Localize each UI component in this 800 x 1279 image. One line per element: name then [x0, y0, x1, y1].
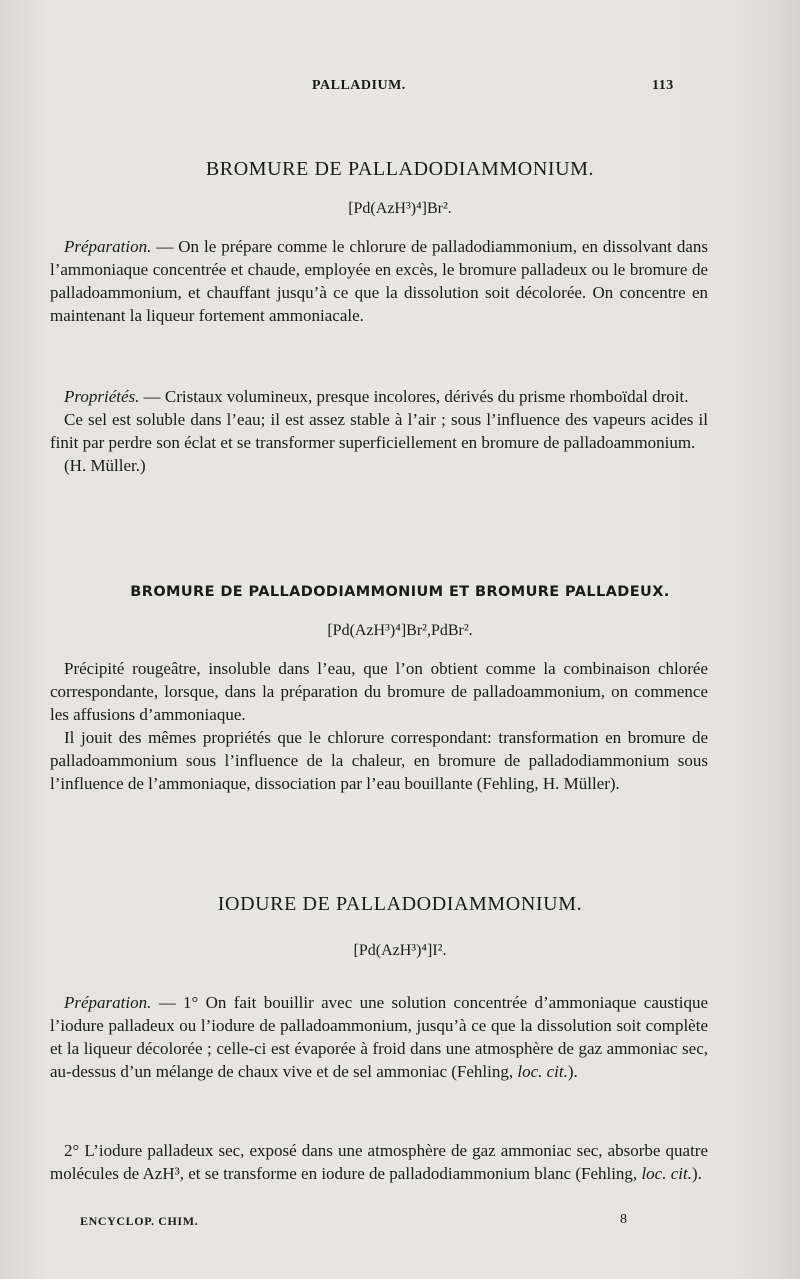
iodure-second-text: 2° L’iodure palladeux sec, exposé dans une atmosphère de gaz ammoniac sec, absorbe quatre molécules de AzH³, et se transforme en iodure de palladodiammonium blanc (Fehling,	[50, 1141, 708, 1183]
section-formula-bromure-palladeux: [Pd(AzH³)⁴]Br²,PdBr².	[327, 622, 473, 639]
section-formula-bromure: [Pd(AzH³)⁴]Br².	[348, 200, 452, 217]
running-header	[0, 78, 800, 100]
properties-paragraph-2: Il jouit des mêmes propriétés que le chlorure correspondant: transformation en bromure de palladoammonium sous l’influence de la chaleur, en bromure de palladodiammonium sous l’influence de l’ammoniaque, dissociation par l’eau bouillante (Fehling, H. Müller).	[50, 727, 708, 793]
properties-paragraph	[50, 386, 708, 409]
solubility-paragraph: Ce sel est soluble dans l’eau; il est assez stable à l’air ; sous l’influence des vapeurs acides il finit par perdre son éclat et se transformer superficiellement en bromure de palladoammonium.	[50, 409, 708, 452]
iodure-preparation-end: ).	[567, 1061, 578, 1081]
running-title: PALLADIUM.	[312, 78, 406, 93]
preparation-label: Préparation.	[64, 237, 152, 256]
signature-left: ENCYCLOP. CHIM.	[80, 1214, 199, 1228]
signature-right: 8	[620, 1212, 628, 1227]
section-title-bromure-palladeux: BROMURE DE PALLADODIAMMONIUM ET BROMURE PALLADEUX.	[130, 584, 670, 600]
section-title-bromure: BROMURE DE PALLADODIAMMONIUM.	[205, 158, 595, 180]
citation: (H. Müller.)	[64, 455, 146, 475]
section-body-bromure-palladeux	[50, 658, 708, 795]
section-body-iodure-2	[50, 1140, 708, 1186]
iodure-preparation-cite: loc. cit.	[517, 1061, 568, 1081]
iodure-preparation-text: — 1° On fait bouillir avec une solution concentrée d’ammoniaque caustique l’iodure palladeux ou l’iodure de palladoammonium, jusqu’à ce que la dissolution soit complète et la liqueur décolorée ; celle-ci est évaporée à froid dans une atmosphère de gaz ammoniac sec, au-dessus d’un mélange de chaux vive et de sel ammoniac (Fehling,	[50, 993, 708, 1081]
iodure-preparation-label: Préparation.	[64, 993, 152, 1012]
page-footer	[0, 1214, 800, 1234]
section-title-iodure: IODURE DE PALLADODIAMMONIUM.	[217, 893, 583, 915]
page-number: 113	[652, 78, 674, 93]
precipitate-paragraph: Précipité rougeâtre, insoluble dans l’eau, que l’on obtient comme la combinaison chlorée correspondante, lorsque, dans la préparation du bromure de palladoammonium, on commence les affusions d’ammoniaque.	[50, 659, 708, 724]
iodure-second-end: ).	[691, 1163, 702, 1183]
iodure-second-paragraph	[50, 1140, 708, 1186]
section-body-iodure	[50, 992, 708, 1084]
iodure-preparation-paragraph	[50, 992, 708, 1084]
section-formula-iodure: [Pd(AzH³)⁴]I².	[353, 942, 447, 959]
preparation-text: — On le prépare comme le chlorure de palladodiammonium, en dissolvant dans l’ammoniaque concentrée et chaude, employée en excès, le bromure palladeux ou le bromure de palladoammonium, et chauffant jusqu’à ce que la dissolution soit décolorée. On concentre en maintenant la liqueur fortement ammoniacale.	[50, 237, 708, 325]
properties-text: — Cristaux volumineux, presque incolores, dérivés du prisme rhomboïdal droit.	[139, 387, 689, 406]
section-body-bromure	[50, 236, 708, 328]
preparation-paragraph	[50, 236, 708, 328]
iodure-second-cite: loc. cit.	[641, 1163, 692, 1183]
properties-label: Propriétés.	[64, 387, 140, 406]
section-properties-bromure	[50, 386, 708, 478]
